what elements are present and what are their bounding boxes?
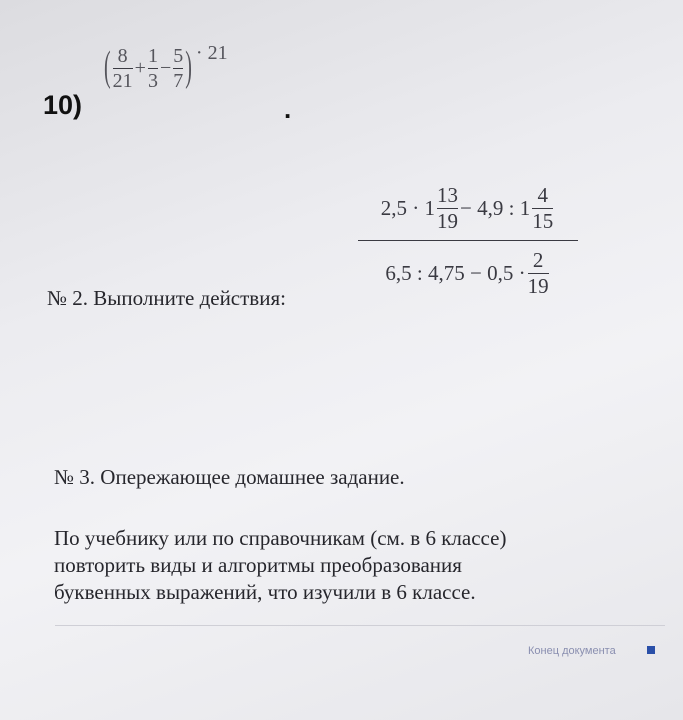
- compound-numerator: 2,5 · 1 $\frac{13}{19}$ − 4,9 : 1 $\frac{4}{15}$: [380, 182, 554, 233]
- compound-denominator: 6,5 : 4,75 − 0,5 · $\frac{2}{19}$: [385, 247, 549, 298]
- plus-sign: +: [134, 57, 146, 79]
- fraction-8-21: $\frac{8}{21}$: [112, 45, 133, 92]
- multiplier: · 21: [195, 42, 228, 64]
- compound-fraction: [358, 178, 578, 301]
- trailing-period: .: [284, 94, 292, 124]
- end-of-document-label: Конец документа: [528, 645, 616, 657]
- exercise-10-expression: [104, 42, 228, 92]
- right-paren: ): [185, 44, 192, 91]
- left-paren: (: [104, 44, 111, 91]
- task-3-line: По учебнику или по справочникам (см. в 6 классе): [54, 526, 507, 550]
- task-3-line: повторить виды и алгоритмы преобразования: [54, 553, 462, 577]
- fraction-2-19: $\frac{2}{19}$: [527, 247, 549, 298]
- fraction-4-15: $\frac{4}{15}$: [532, 182, 554, 233]
- end-marker-icon: [647, 646, 655, 654]
- exercise-number: 10): [43, 90, 83, 120]
- fraction-13-19: $\frac{13}{19}$: [437, 182, 459, 233]
- task-2-heading: № 2. Выполните действия:: [47, 286, 286, 310]
- task-3-body: [54, 525, 654, 606]
- fraction-5-7: $\frac{5}{7}$: [173, 45, 184, 92]
- end-divider: [55, 625, 665, 626]
- task-3-line: буквенных выражений, что изучили в 6 классе.: [54, 580, 476, 604]
- main-fraction-bar: [358, 240, 578, 241]
- task-3-heading: № 3. Опережающее домашнее задание.: [54, 465, 405, 489]
- minus-sign: −: [159, 57, 172, 79]
- fraction-1-3: $\frac{1}{3}$: [147, 45, 158, 92]
